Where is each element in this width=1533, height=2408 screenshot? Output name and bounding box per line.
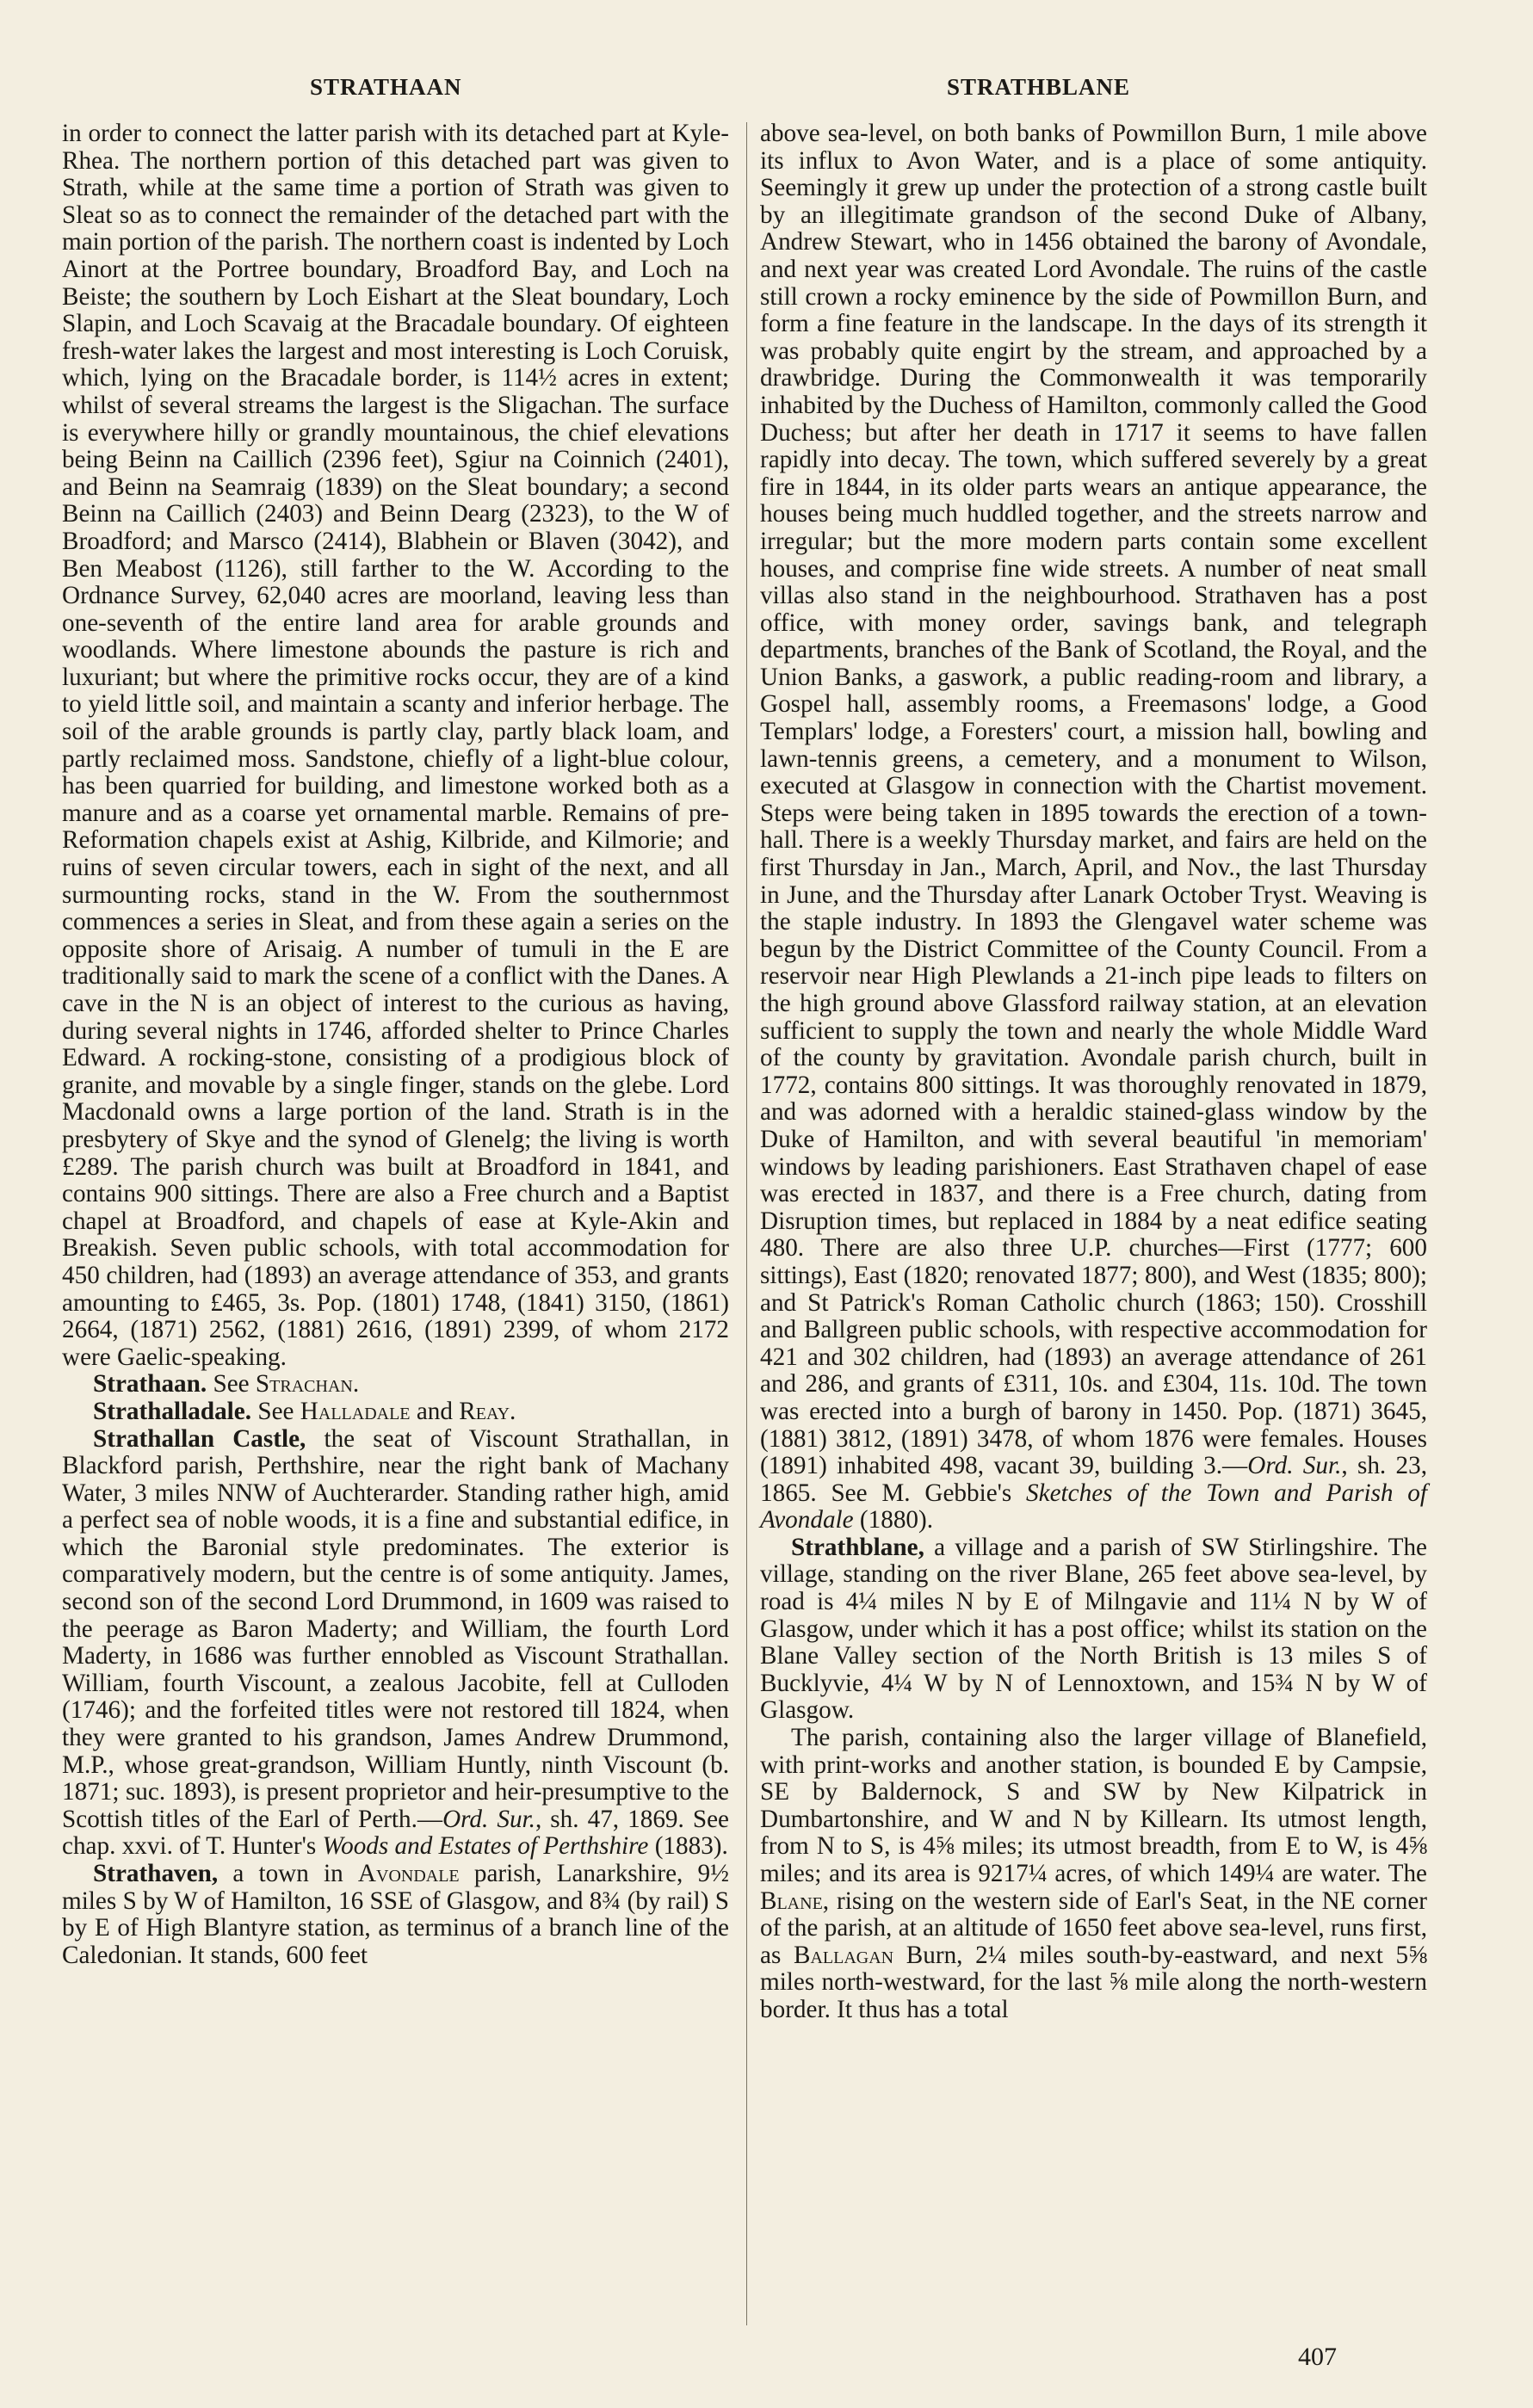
entry-head-strathblane: Strathblane, xyxy=(791,1533,924,1561)
right-column xyxy=(760,120,1427,2024)
column-rule xyxy=(746,122,747,2325)
book-title: Woods and Estates of Perthshire xyxy=(322,1832,649,1861)
parish-text-b: rising on the western side of Earl's Seat, in the NE corner of the parish, at an altitude of 1650 feet above sea-level, runs first, as xyxy=(760,1886,1428,1969)
strathaven-text-b: parish, Lanarkshire, 9½ miles S by W of Hamilton, 16 SSE of Glasgow, and 8¾ (by rail) S by E of High Blantyre station, as terminus of a branch line of the Caledonian. It stands, 600 feet xyxy=(62,1860,729,1969)
running-header xyxy=(0,67,1533,110)
and-word: and xyxy=(416,1397,453,1425)
entry-strathalladale xyxy=(62,1398,729,1426)
entry-head-strathallan: Strathallan Castle, xyxy=(93,1424,306,1453)
see-word: See xyxy=(213,1370,250,1398)
running-head-left: STRATHAAN xyxy=(310,74,462,100)
cross-ref-ballagan: Ballagan xyxy=(794,1941,894,1969)
cross-ref-halladale: Halladale xyxy=(300,1397,411,1425)
ord-sur-ref: Ord. Sur. xyxy=(442,1805,535,1833)
entry-head-strathaven: Strathaven, xyxy=(93,1860,219,1887)
cross-ref-avondale: Avondale xyxy=(357,1860,460,1887)
parish-text-a: The parish, containing also the larger village of Blanefield, with print-works and another station, is bounded E by Campsie, SE by Baldernock, S and SW by New Kilpatrick in Dumbartonshire, and W and N by Killearn. Its utmost length, from N to S, is 4⅝ miles; its utmost breadth, from E to W, is 4⅝ miles; and its area is 9217¼ acres, of which 149¼ are water. The xyxy=(760,1724,1427,1887)
strathaven-text-a: a town in xyxy=(232,1860,343,1887)
left-column xyxy=(62,120,729,1969)
entry-head-strathaan: Strathaan. xyxy=(93,1370,207,1398)
book-title: Sketches of the Town and Parish of Avondale xyxy=(760,1479,1427,1534)
strathblane-parish-paragraph xyxy=(760,1725,1427,2024)
entry-strathaan xyxy=(62,1371,729,1398)
entry-strathallan-castle xyxy=(62,1426,729,1862)
ref-tail: , sh. 47, 1869. See chap. xxvi. of T. Hunter's xyxy=(62,1805,729,1861)
cross-ref-strachan: Strachan. xyxy=(255,1370,360,1398)
ref-tail: , sh. 23, 1865. See M. Gebbie's xyxy=(760,1452,1427,1507)
running-head-right: STRATHBLANE xyxy=(947,74,1131,100)
see-word: See xyxy=(257,1397,294,1425)
strath-text: in order to connect the latter parish with its detached part at Kyle-Rhea. The northern portion of this detached part was given to Strath, while at the same time a portion of Strath was given to Sleat so as to connect the remainder of the detached part with the main portion of the parish. The northern coast is indented by Loch Ainort at the Portree boundary, Broadford Bay, and Loch na Beiste; the southern by Loch Eishart at the Sleat boundary, Loch Slapin, and Loch Scavaig at the Bracadale boundary. Of eighteen fresh-water lakes the largest and most interesting is Loch Coruisk, which, lying on the Bracadale border, is 114½ acres in extent; whilst of several streams the largest is the Sligachan. The surface is everywhere hilly or grandly mountainous, the chief elevations being Beinn na Caillich (2396 feet), Sgiur na Coinnich (2401), and Beinn na Seamraig (1839) on the Sleat boundary; a second Beinn na Caillich (2403) and Beinn Dearg (2323), to the W of Broadford; and Marsco (2414), Blabhein or Blaven (3042), and Ben Meabost (1126), still farther to the W. According to the Ordnance Survey, 62,040 acres are moorland, leaving less than one-seventh of the entire land area for arable grounds and woodlands. Where limestone abounds the pasture is rich and luxuriant; but where the primitive rocks occur, they are of a kind to yield little soil, and maintain a scanty and inferior herbage. The soil of the arable grounds is partly clay, partly black loam, and partly reclaimed moss. Sandstone, chiefly of a light-blue colour, has been quarried for building, and limestone worked both as a manure and as a coarse yet ornamental marble. Remains of pre-Reformation chapels exist at Ashig, Kilbride, and Kilmorie; and ruins of seven circular towers, each in sight of the next, and all surmounting rocks, stand in the W. From the southernmost commences a series in Sleat, and from these again a series on the opposite shore of Arisaig. A number of tumuli in the E are traditionally said to mark the scene of a conflict with the Danes. A cave in the N is an object of interest to the curious as having, during several nights in 1746, afforded shelter to Prince Charles Edward. A rocking-stone, consisting of a prodigious block of granite, and movable by a single finger, stands on the glebe. Lord Macdonald owns a large portion of the land. Strath is in the presbytery of Skye and the synod of Glenelg; the living is worth £289. The parish church was built at Broadford in 1841, and contains 900 sittings. There are also a Free church and a Baptist chapel at Broadford, and chapels of ease at Kyle-Akin and Breakish. Seven public schools, with total accommodation for 450 children, had (1893) an average attendance of 353, and grants amounting to £465, 3s. Pop. (1801) 1748, (1841) 3150, (1861) 2664, (1871) 2562, (1881) 2616, (1891) 2399, of whom 2172 were Gaelic-speaking. xyxy=(62,120,729,1371)
entry-strathaven xyxy=(62,1861,729,1969)
entry-head-strathalladale: Strathalladale. xyxy=(93,1397,252,1425)
book-year: (1883). xyxy=(654,1832,728,1861)
page-number: 407 xyxy=(1298,2343,1337,2371)
cross-ref-blane: Blane, xyxy=(760,1886,830,1915)
parish-text-c: Burn, 2¼ miles south-by-eastward, and next 5⅝ miles north-westward, for the last ⅝ mile along the north-western border. It thus has a total xyxy=(760,1941,1427,2023)
ord-sur-ref: Ord. Sur. xyxy=(1247,1452,1342,1480)
strathallan-text: the seat of Viscount Strathallan, in Blackford parish, Perthshire, near the right bank of Machany Water, 3 miles NNW of Auchterarder. Standing rather high, amid a perfect sea of noble woods, it is a fine and substantial edifice, in which the Baronial style predominates. The exterior is comparatively modern, but the centre is of some antiquity. James, second son of the second Lord Drummond, in 1609 was raised to the peerage as Baron Maderty; and William, the fourth Lord Maderty, in 1686 was further ennobled as Viscount Strathallan. William, fourth Viscount, a zealous Jacobite, fell at Culloden (1746); and the forfeited titles were not restored till 1824, when they were granted to his grandson, James Andrew Drummond, M.P., whose great-grandson, William Huntly, ninth Viscount (b. 1871; suc. 1893), is present proprietor and heir-presumptive to the Scottish titles of the Earl of Perth.— xyxy=(62,1424,730,1833)
strathaven-continuation xyxy=(760,120,1427,1534)
strathblane-text: a village and a parish of SW Stirlingshire. The village, standing on the river Blane, 265 feet above sea-level, by road is 4¼ miles N by E of Milngavie and 11¼ N by W of Glasgow, under which it has a post office; whilst its station on the Blane Valley section of the North British is 13 miles S of Bucklyvie, 4¼ W by N of Lennoxtown, and 15¾ N by W of Glasgow. xyxy=(760,1533,1428,1725)
strathaven-cont-text: above sea-level, on both banks of Powmillon Burn, 1 mile above its influx to Avon Water, and is a place of some antiquity. Seemingly it grew up under the protection of a strong castle built by an illegitimate grandson of the second Duke of Albany, Andrew Stewart, who in 1456 obtained the barony of Avondale, and next year was created Lord Avondale. The ruins of the castle still crown a rocky eminence by the side of Powmillon Burn, and form a fine feature in the landscape. In the days of its strength it was probably quite engirt by the stream, and approached by a drawbridge. During the Commonwealth it was temporarily inhabited by the Duchess of Hamilton, commonly called the Good Duchess; but after her death in 1717 it seems to have fallen rapidly into decay. The town, which suffered severely by a great fire in 1844, in its older parts wears an antique appearance, the houses being much huddled together, and the streets narrow and irregular; but the more modern parts contain some excellent houses, and comprise fine wide streets. A number of neat small villas also stand in the neighbourhood. Strathaven has a post office, with money order, savings bank, and telegraph departments, branches of the Bank of Scotland, the Royal, and the Union Banks, a gaswork, a public reading-room and library, a Gospel hall, assembly rooms, a Freemasons' lodge, a Good Templars' lodge, a Foresters' court, a mission hall, bowling and lawn-tennis greens, a cemetery, and a monument to Wilson, executed at Glasgow in connection with the Chartist movement. Steps were being taken in 1895 towards the erection of a town-hall. There is a weekly Thursday market, and fairs are held on the first Thursday in Jan., March, April, and Nov., the last Thursday in June, and the Thursday after Lanark October Tryst. Weaving is the staple industry. In 1893 the Glengavel water scheme was begun by the District Committee of the County Council. From a reservoir near High Plewlands a 21-inch pipe leads to filters on the high ground above Glassford railway station, at an elevation sufficient to supply the town and nearly the whole Middle Ward of the county by gravitation. Avondale parish church, built in 1772, contains 800 sittings. It was thoroughly renovated in 1879, and was adorned with a heraldic stained-glass window by the Duke of Hamilton, and with several beautiful 'in memoriam' windows by leading parishioners. East Strathaven chapel of ease was erected in 1837, and there is a Free church, dating from Disruption times, but replaced in 1884 by a neat edifice seating 480. There are also three U.P. churches—First (1777; 600 sittings), East (1820; renovated 1877; 800), and West (1835; 800); and St Patrick's Roman Catholic church (1863; 150). Crosshill and Ballgreen public schools, with respective accommodation for 421 and 302 children, had (1893) an average attendance of 261 and 286, and grants of £311, 10s. and £304, 11s. 10d. The town was erected into a burgh of barony in 1450. Pop. (1871) 3645, (1881) 3812, (1891) 3478, of whom 1876 were females. Houses (1891) inhabited 498, vacant 39, building 3.— xyxy=(760,120,1427,1480)
book-year: (1880). xyxy=(859,1506,934,1534)
entry-strathblane xyxy=(760,1534,1427,1725)
cross-ref-reay: Reay. xyxy=(459,1397,516,1425)
strath-entry-continuation xyxy=(62,120,729,1371)
